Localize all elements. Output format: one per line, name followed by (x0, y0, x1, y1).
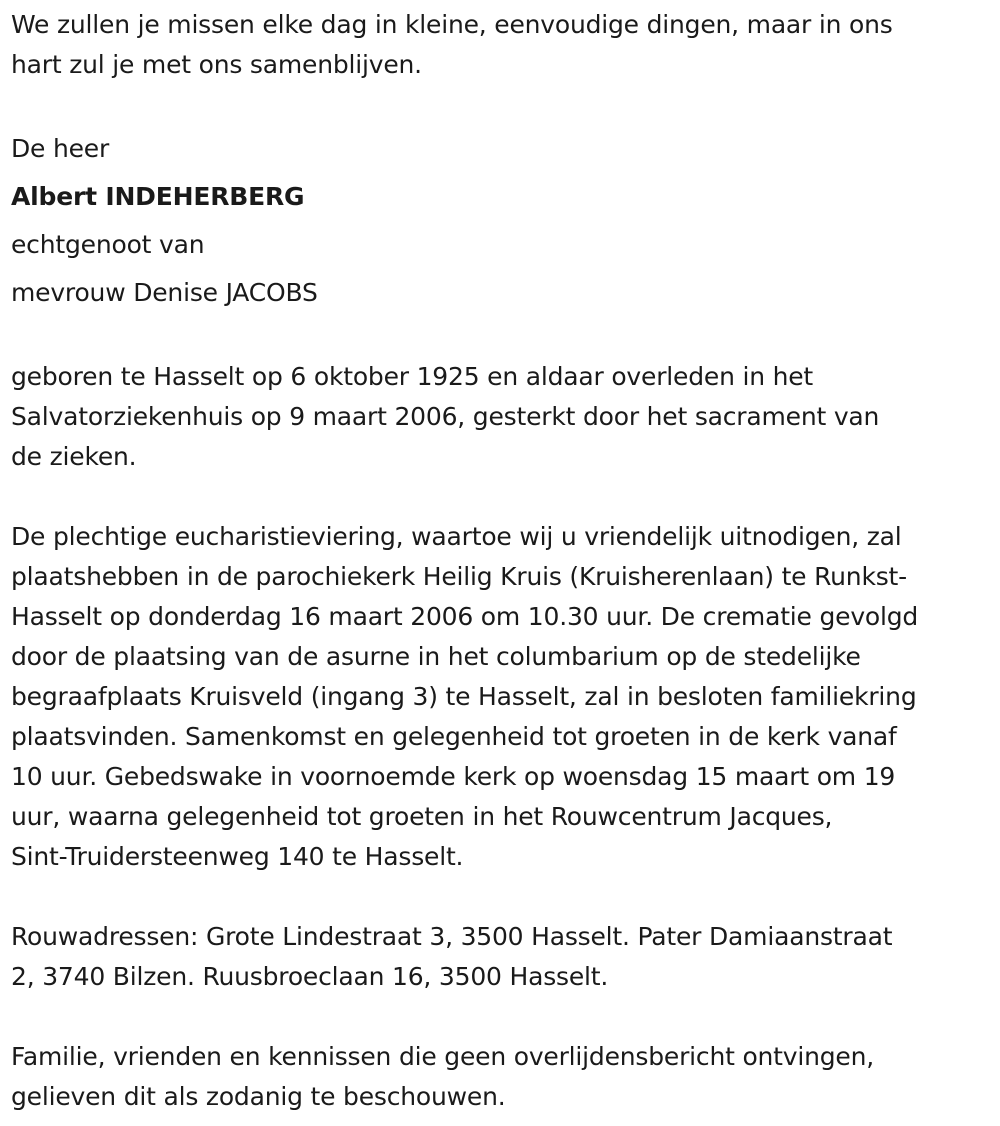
ceremony-line: 10 uur. Gebedswake in voornoemde kerk op woensdag 15 maart om 19 (11, 762, 896, 791)
deceased-name: Albert INDEHERBERG (11, 182, 305, 211)
ceremony-line: plaatsvinden. Samenkomst en gelegenheid tot groeten in de kerk vanaf (11, 722, 897, 751)
birth-death-line: geboren te Hasselt op 6 oktober 1925 en aldaar overleden in het (11, 362, 814, 391)
ceremony-line: Sint-Truidersteenweg 140 te Hasselt. (11, 842, 464, 871)
spouse-name: mevrouw Denise JACOBS (11, 278, 318, 307)
addresses-line: 2, 3740 Bilzen. Ruusbroeclaan 16, 3500 Hasselt. (11, 962, 609, 991)
salutation: De heer (11, 134, 110, 163)
closing-paragraph (11, 1037, 995, 1117)
closing-line: gelieven dit als zodanig te beschouwen. (11, 1082, 506, 1111)
birth-death-line: Salvatorziekenhuis op 9 maart 2006, gesterkt door het sacrament van (11, 402, 880, 431)
motto-paragraph (11, 5, 995, 85)
ceremony-line: plaatshebben in de parochiekerk Heilig Kruis (Kruisherenlaan) te Runkst- (11, 562, 907, 591)
relation: echtgenoot van (11, 230, 205, 259)
addresses-paragraph (11, 917, 995, 997)
motto-line: We zullen je missen elke dag in kleine, eenvoudige dingen, maar in ons (11, 10, 893, 39)
birth-death-paragraph (11, 357, 995, 477)
addresses-line: Rouwadressen: Grote Lindestraat 3, 3500 Hasselt. Pater Damiaanstraat (11, 922, 893, 951)
obituary-document (11, 5, 995, 1117)
ceremony-line: door de plaatsing van de asurne in het columbarium op de stedelijke (11, 642, 861, 671)
ceremony-paragraph (11, 517, 995, 877)
birth-death-line: de zieken. (11, 442, 137, 471)
ceremony-line: Hasselt op donderdag 16 maart 2006 om 10.30 uur. De crematie gevolgd (11, 602, 919, 631)
ceremony-line: uur, waarna gelegenheid tot groeten in het Rouwcentrum Jacques, (11, 802, 833, 831)
ceremony-line: De plechtige eucharistieviering, waartoe wij u vriendelijk uitnodigen, zal (11, 522, 902, 551)
motto-line: hart zul je met ons samenblijven. (11, 50, 422, 79)
ceremony-line: begraafplaats Kruisveld (ingang 3) te Hasselt, zal in besloten familiekring (11, 682, 917, 711)
deceased-block (11, 125, 995, 317)
closing-line: Familie, vrienden en kennissen die geen overlijdensbericht ontvingen, (11, 1042, 875, 1071)
